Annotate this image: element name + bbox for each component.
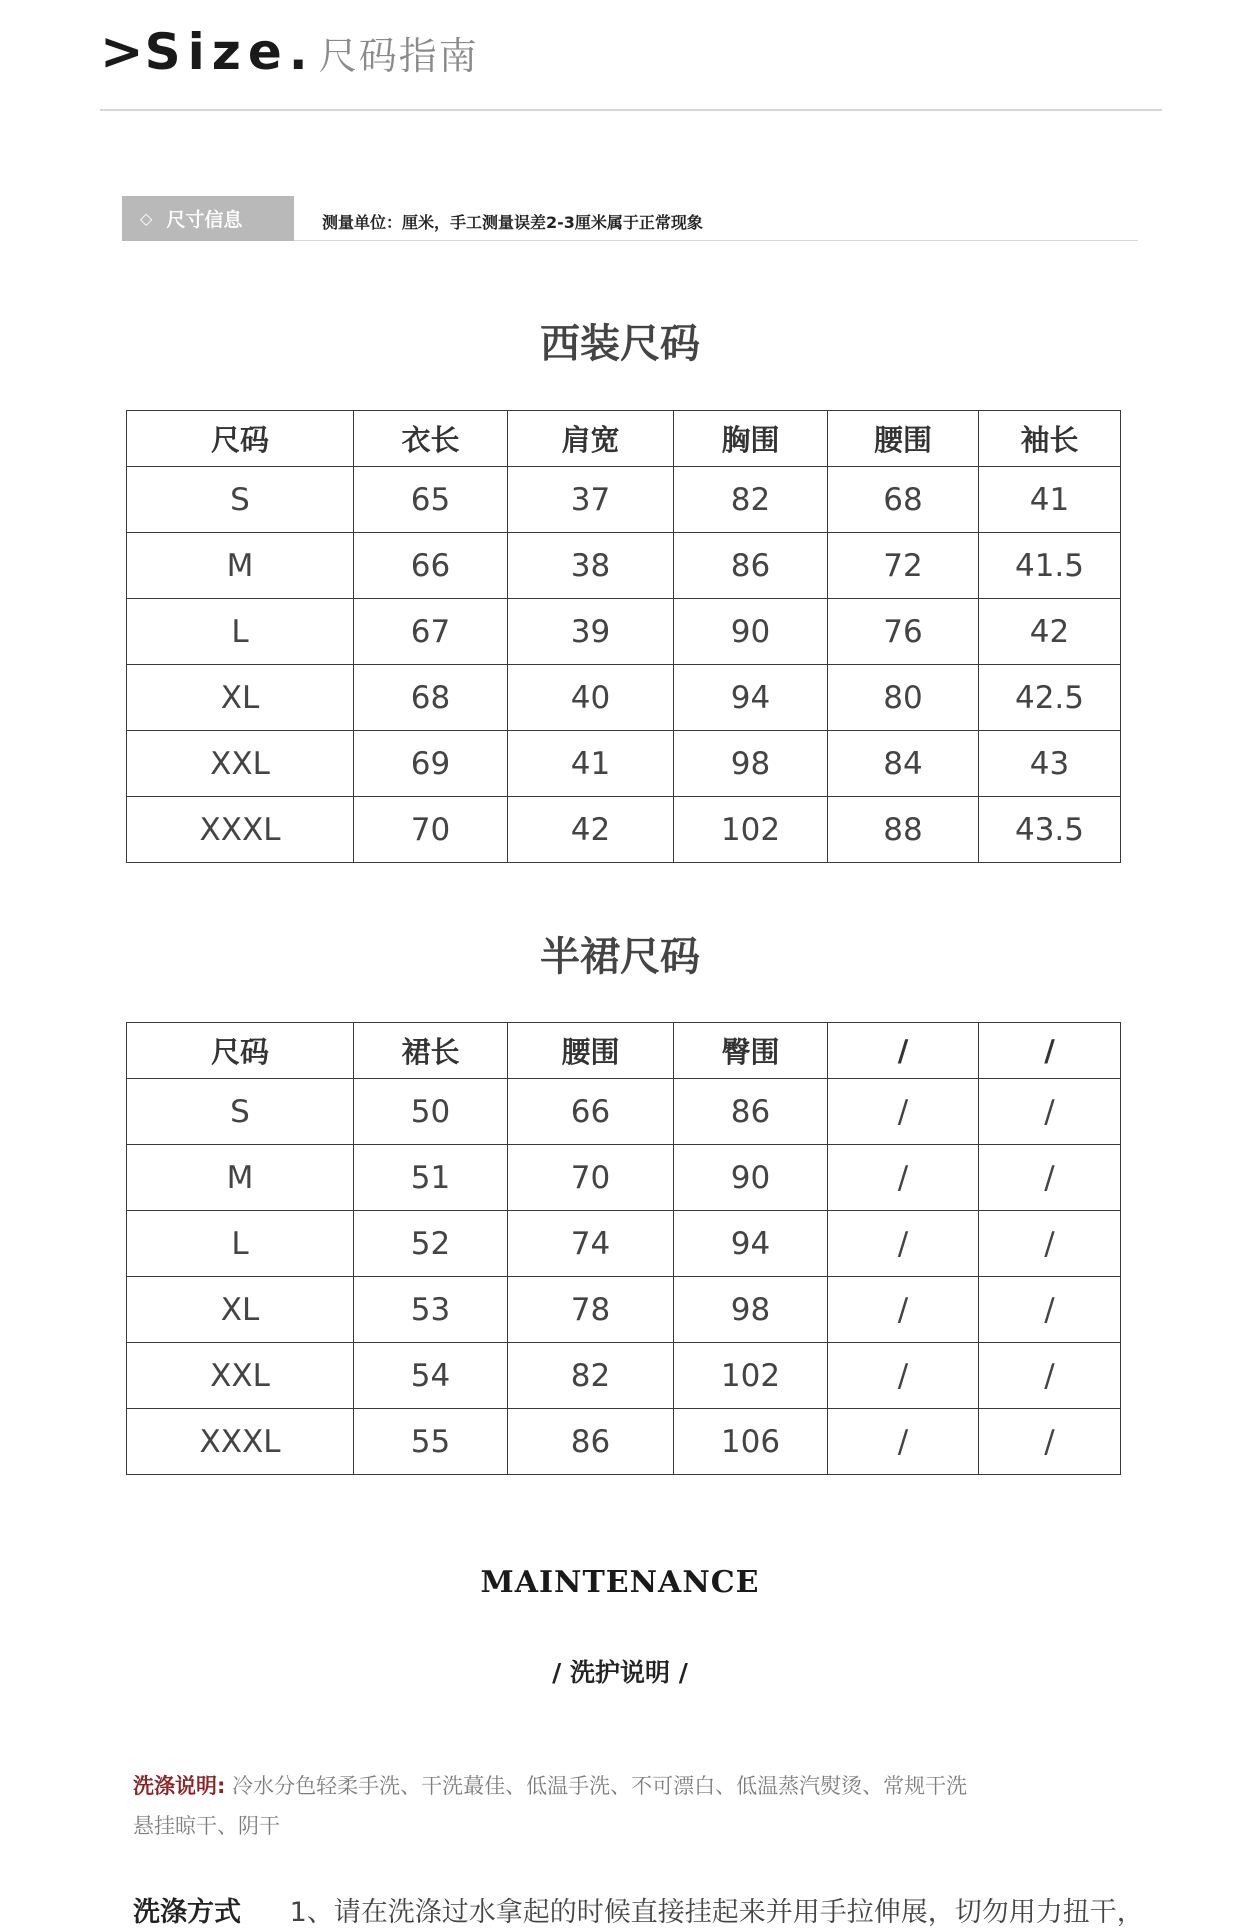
table-cell: 88 bbox=[828, 797, 979, 863]
column-header: / bbox=[828, 1023, 979, 1079]
table-cell: 106 bbox=[674, 1409, 828, 1475]
diamond-icon: ◇ bbox=[140, 209, 153, 228]
table-cell: 84 bbox=[828, 731, 979, 797]
suit-header-row bbox=[127, 411, 1121, 467]
info-divider bbox=[294, 240, 1138, 241]
suit-size-title: 西装尺码 bbox=[540, 321, 700, 367]
table-cell: 98 bbox=[674, 731, 828, 797]
table-cell: 51 bbox=[354, 1145, 508, 1211]
table-cell: 102 bbox=[674, 797, 828, 863]
table-cell: 42.5 bbox=[979, 665, 1121, 731]
table-cell: / bbox=[979, 1211, 1121, 1277]
table-cell: 70 bbox=[508, 1145, 674, 1211]
table-cell: 86 bbox=[508, 1409, 674, 1475]
wash-method bbox=[133, 1890, 1144, 1929]
table-cell: XL bbox=[127, 1277, 354, 1343]
table-row bbox=[127, 1145, 1121, 1211]
maintenance-subtitle: / 洗护说明 / bbox=[552, 1658, 688, 1687]
table-cell: 82 bbox=[508, 1343, 674, 1409]
column-header: 尺码 bbox=[127, 1023, 354, 1079]
info-tag bbox=[122, 196, 294, 241]
table-cell: 41 bbox=[979, 467, 1121, 533]
table-cell: M bbox=[127, 533, 354, 599]
table-cell: 66 bbox=[354, 533, 508, 599]
table-cell: 69 bbox=[354, 731, 508, 797]
table-cell: XXXL bbox=[127, 797, 354, 863]
table-cell: 94 bbox=[674, 665, 828, 731]
table-cell: M bbox=[127, 1145, 354, 1211]
table-cell: 40 bbox=[508, 665, 674, 731]
table-cell: 94 bbox=[674, 1211, 828, 1277]
table-cell: 78 bbox=[508, 1277, 674, 1343]
wash-instructions bbox=[133, 1766, 1133, 1846]
table-cell: 43.5 bbox=[979, 797, 1121, 863]
method-text: 1、请在洗涤过水拿起的时候直接挂起来并用手拉伸展，切勿用力扭干， bbox=[289, 1897, 1144, 1928]
header-divider bbox=[100, 109, 1162, 111]
table-cell: S bbox=[127, 1079, 354, 1145]
table-cell: 54 bbox=[354, 1343, 508, 1409]
table-row bbox=[127, 1211, 1121, 1277]
table-cell: / bbox=[828, 1343, 979, 1409]
table-row bbox=[127, 599, 1121, 665]
column-header: 衣长 bbox=[354, 411, 508, 467]
table-cell: / bbox=[979, 1145, 1121, 1211]
table-cell: 43 bbox=[979, 731, 1121, 797]
table-cell: 39 bbox=[508, 599, 674, 665]
suit-size-table bbox=[126, 410, 1121, 863]
table-cell: 98 bbox=[674, 1277, 828, 1343]
table-cell: 86 bbox=[674, 533, 828, 599]
column-header: 臀围 bbox=[674, 1023, 828, 1079]
table-cell: 38 bbox=[508, 533, 674, 599]
table-cell: 53 bbox=[354, 1277, 508, 1343]
table-cell: 82 bbox=[674, 467, 828, 533]
table-cell: 72 bbox=[828, 533, 979, 599]
table-cell: 68 bbox=[354, 665, 508, 731]
method-label: 洗涤方式 bbox=[133, 1897, 241, 1928]
wash-text-2: 悬挂晾干、阴干 bbox=[133, 1814, 280, 1838]
table-cell: / bbox=[828, 1211, 979, 1277]
table-cell: XXL bbox=[127, 1343, 354, 1409]
table-cell: S bbox=[127, 467, 354, 533]
table-cell: 90 bbox=[674, 1145, 828, 1211]
table-cell: XXXL bbox=[127, 1409, 354, 1475]
table-row bbox=[127, 1079, 1121, 1145]
table-cell: 42 bbox=[508, 797, 674, 863]
table-cell: 90 bbox=[674, 599, 828, 665]
table-cell: / bbox=[828, 1145, 979, 1211]
table-cell: 70 bbox=[354, 797, 508, 863]
column-header: 尺码 bbox=[127, 411, 354, 467]
table-cell: 50 bbox=[354, 1079, 508, 1145]
table-cell: 68 bbox=[828, 467, 979, 533]
column-header: 腰围 bbox=[508, 1023, 674, 1079]
table-cell: 86 bbox=[674, 1079, 828, 1145]
table-cell: 65 bbox=[354, 467, 508, 533]
table-cell: 41 bbox=[508, 731, 674, 797]
column-header: 袖长 bbox=[979, 411, 1121, 467]
table-cell: / bbox=[979, 1409, 1121, 1475]
column-header: 肩宽 bbox=[508, 411, 674, 467]
table-cell: XL bbox=[127, 665, 354, 731]
table-row bbox=[127, 1277, 1121, 1343]
table-cell: / bbox=[828, 1079, 979, 1145]
maintenance-title: MAINTENANCE bbox=[480, 1565, 760, 1600]
table-row bbox=[127, 1343, 1121, 1409]
column-header: 腰围 bbox=[828, 411, 979, 467]
table-cell: 80 bbox=[828, 665, 979, 731]
table-cell: 76 bbox=[828, 599, 979, 665]
header-title-cn: 尺码指南 bbox=[318, 34, 479, 78]
measurement-note: 测量单位：厘米，手工测量误差2-3厘米属于正常现象 bbox=[322, 213, 703, 232]
skirt-size-title: 半裙尺码 bbox=[540, 934, 700, 980]
table-cell: / bbox=[979, 1277, 1121, 1343]
column-header: 裙长 bbox=[354, 1023, 508, 1079]
column-header: 胸围 bbox=[674, 411, 828, 467]
table-cell: / bbox=[828, 1277, 979, 1343]
table-row bbox=[127, 533, 1121, 599]
skirt-size-table bbox=[126, 1022, 1121, 1475]
table-cell: 37 bbox=[508, 467, 674, 533]
column-header: / bbox=[979, 1023, 1121, 1079]
table-cell: L bbox=[127, 1211, 354, 1277]
table-row bbox=[127, 665, 1121, 731]
page-header bbox=[100, 22, 479, 82]
table-row bbox=[127, 731, 1121, 797]
info-tag-label: 尺寸信息 bbox=[166, 209, 243, 231]
table-cell: L bbox=[127, 599, 354, 665]
table-cell: / bbox=[828, 1409, 979, 1475]
table-cell: 66 bbox=[508, 1079, 674, 1145]
table-cell: 102 bbox=[674, 1343, 828, 1409]
table-cell: XXL bbox=[127, 731, 354, 797]
table-cell: / bbox=[979, 1079, 1121, 1145]
table-row bbox=[127, 467, 1121, 533]
table-cell: / bbox=[979, 1343, 1121, 1409]
header-title-en: Size. bbox=[144, 23, 315, 81]
table-cell: 42 bbox=[979, 599, 1121, 665]
table-cell: 55 bbox=[354, 1409, 508, 1475]
table-cell: 67 bbox=[354, 599, 508, 665]
wash-label: 洗涤说明: bbox=[133, 1774, 226, 1798]
table-row bbox=[127, 797, 1121, 863]
table-cell: 52 bbox=[354, 1211, 508, 1277]
table-cell: 74 bbox=[508, 1211, 674, 1277]
skirt-header-row bbox=[127, 1023, 1121, 1079]
table-cell: 41.5 bbox=[979, 533, 1121, 599]
wash-text: 冷水分色轻柔手洗、干洗蕞佳、低温手洗、不可漂白、低温蒸汽熨烫、常规干洗 bbox=[232, 1774, 968, 1798]
header-prefix: > bbox=[100, 22, 145, 82]
table-row bbox=[127, 1409, 1121, 1475]
